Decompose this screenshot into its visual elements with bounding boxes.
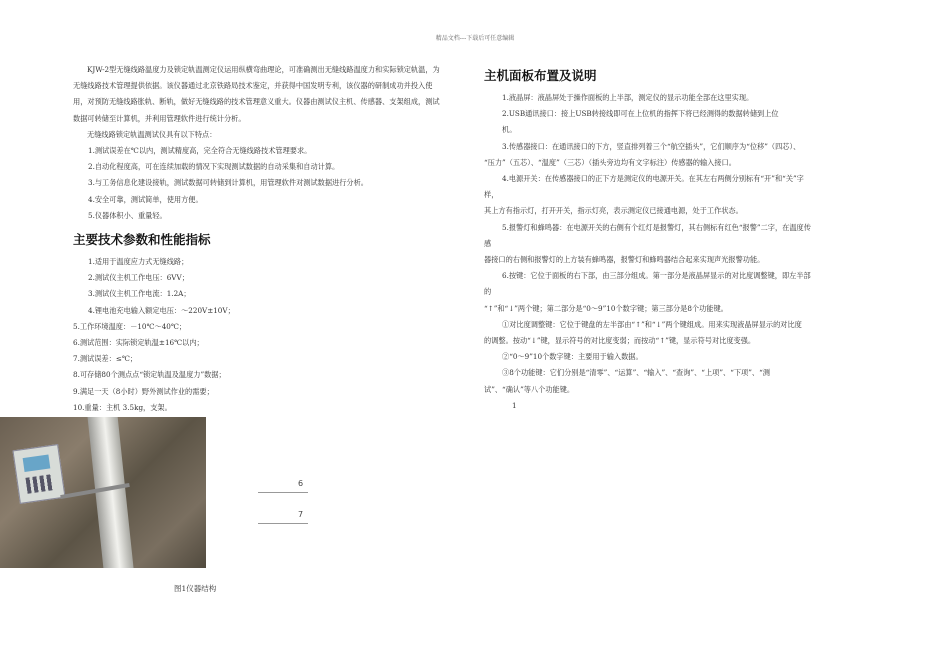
- specs-list: [73, 254, 445, 416]
- panel-item: 3.传感器接口：在通讯接口的下方，竖直排列着三个“航空插头”，它们顺序为“位移”（四芯）、: [502, 141, 801, 151]
- spec-item: 9.满足一天（8小时）野外测试作业的需要；: [73, 386, 214, 396]
- feature-item: 1.测试误差在℃以内，测试精度高，完全符合无缝线路技术管理要求。: [88, 146, 312, 156]
- panel-subitem: ③8个功能键：它们分别是“清零”、“运算”、“输入”、“查询”、“上项”、“下项”、“测: [502, 368, 770, 378]
- feature-item: 5.仪器体积小、重量轻。: [88, 210, 167, 220]
- panel-item: 4.电源开关：在传感器接口的正下方是测定仪的电源开关。在其左右两侧分别标有“开”和“关”字样，: [484, 174, 804, 200]
- callout-number: 7: [298, 510, 304, 519]
- feature-item: 3.与工务信息化建设接轨，测试数据可转储到计算机，用管理软件对测试数据进行分析。: [88, 178, 368, 188]
- callout-number: 6: [298, 479, 304, 488]
- panel-item-cont: 器接口的右侧和报警灯的上方装有蜂鸣器，报警灯和蜂鸣器结合起来实现声光报警功能。: [484, 255, 765, 265]
- device-shape: [12, 444, 65, 504]
- spec-item: 10.重量：主机 3.5kg，支架。: [73, 402, 172, 412]
- panel-item: 2.USB通讯接口：接上USB转接线即可在上位机的指挥下将已经测得的数据转储到上位: [502, 109, 779, 119]
- panel-item: 6.按键：它位于面板的右下部，由三部分组成。第一部分是液晶屏显示的对比度调整键，即左半部的: [484, 271, 811, 297]
- spec-item: 4.锂电池充电输入额定电压：～220V±10V；: [88, 305, 235, 315]
- panel-subitem: ②“0～9”10个数字键：主要用于输入数据。: [502, 352, 643, 362]
- panel-subitem: ①对比度调整键：它位于键盘的左半部由“↑”和“↓”两个键组成。用来实现液晶屏显示的对比度: [502, 319, 802, 329]
- spec-item: 3.测试仪主机工作电流：1.2A；: [88, 289, 191, 299]
- panel-item: 1.液晶屏：液晶屏处于操作面板的上半部，测定仪的显示功能全部在这里实现。: [502, 93, 754, 102]
- panel-item-cont: “↑”和“↓”两个键；第二部分是“0～9”10个数字键；第三部分是8个功能键。: [484, 303, 728, 313]
- features-list: [73, 143, 445, 224]
- spec-item: 5.工作环境温度：－10℃～40℃；: [73, 321, 187, 331]
- features-title: 无缝线路锁定轨温测试仪具有以下特点：: [87, 129, 217, 139]
- spec-item: 7.测试误差：≤℃；: [73, 354, 138, 364]
- intro-paragraph: KJW-2型无缝线路温度力及锁定轨温测定仪运用纵横弯曲理论，可准确测出无缝线路温度力和实际锁定轨温，为无缝线路技术管理提供依据。该仪器通过北京铁路局技术鉴定，并获得中国发明专利，该仪器的研制成功并投入使用，对预防无缝线路胀轨、断轨，做好无缝线路的技术管理意义重大。仪器由测试仪主机、传感器、支架组成，测试数据可转储至计算机，并利用管理软件进行统计分析。: [73, 65, 440, 123]
- panel-item: 5.报警灯和蜂鸣器：在电源开关的右侧有个红灯是报警灯，其右侧标有红色“报警”二字，在温度传感: [484, 222, 811, 248]
- page-header: 精品文档---下载后可任意编辑: [435, 35, 515, 42]
- callout-leader-line: [258, 492, 308, 493]
- left-column: [73, 62, 445, 440]
- spec-heading: 主要技术参数和性能指标: [73, 232, 211, 248]
- right-column: [484, 66, 814, 414]
- panel-subitem-cont: 试”、“确认”等八个功能键。: [484, 384, 575, 394]
- device-keypad-shape: [25, 474, 53, 493]
- panel-heading: 主机面板布置及说明: [484, 68, 597, 83]
- spec-item: 8.可存储80个测点点“锁定轨温及温度力”数据；: [73, 370, 226, 380]
- spec-item: 6.测试范围：实际锁定轨温±16℃以内；: [73, 338, 204, 348]
- spec-item: 1.适用于温度应力式无缝线路；: [88, 257, 189, 267]
- panel-subitem-cont: 的调整。按动“↓”键，显示符号的对比度变弱；而按动“↑”键，显示符号对比度变强。: [484, 336, 756, 346]
- feature-item: 2.自动化程度高，可在连续加载的情况下实现测试数据的自动采集和自动计算。: [88, 162, 340, 172]
- panel-item-cont: “压力”（五芯）、“温度”（三芯）（插头旁边均有文字标注）传感器的输入接口。: [484, 157, 736, 167]
- device-screen-shape: [23, 455, 51, 472]
- spec-item: 2.测试仪主机工作电压：6VV；: [88, 273, 189, 283]
- page-number: 1: [512, 400, 517, 410]
- figure-caption: 图1仪器结构: [174, 584, 217, 593]
- panel-item-cont: 机。: [502, 125, 517, 135]
- instrument-photo: [0, 417, 206, 568]
- feature-item: 4.安全可靠，测试简单，使用方便。: [88, 194, 203, 204]
- panel-item-cont: 其上方有指示灯，打开开关，指示灯亮，表示测定仪已接通电源，处于工作状态。: [484, 206, 743, 216]
- callout-leader-line: [258, 523, 308, 524]
